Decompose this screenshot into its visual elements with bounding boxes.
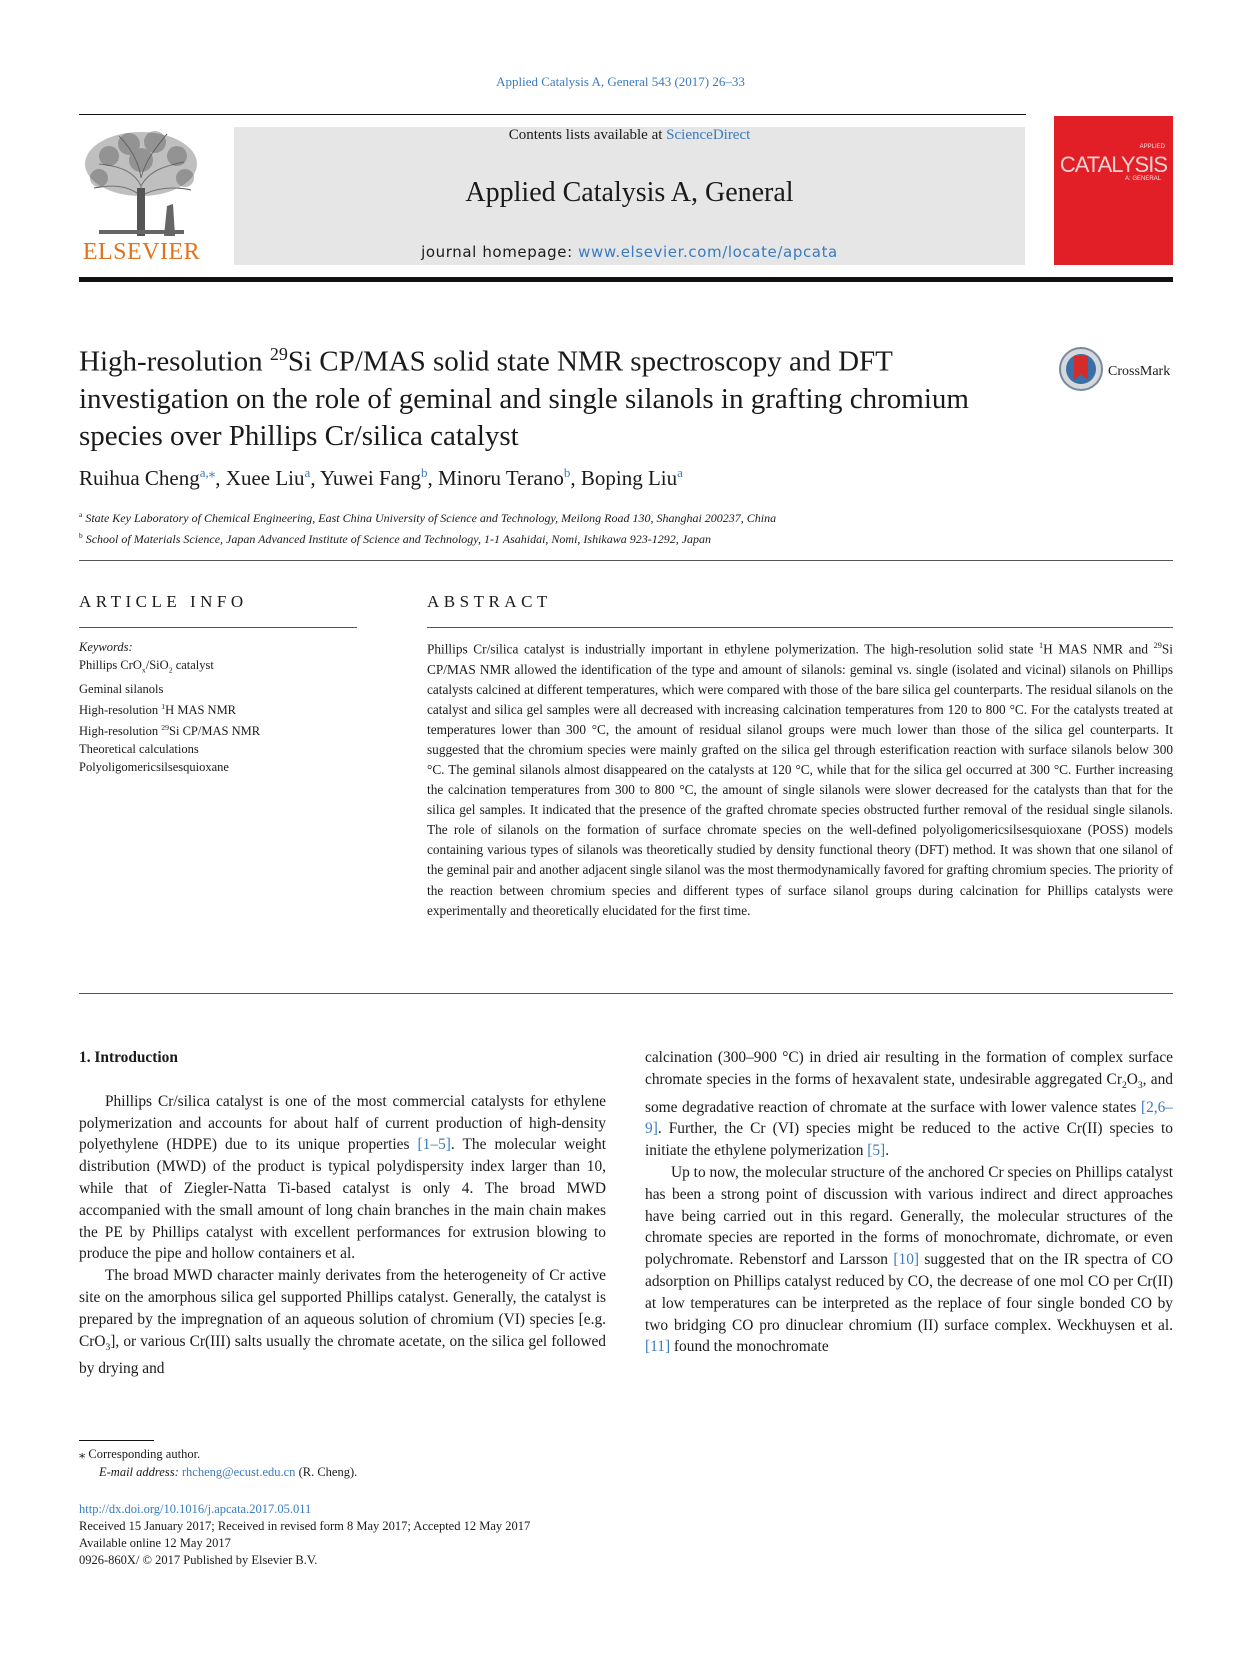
paragraph: Phillips Cr/silica catalyst is one of the most commercial catalysts for ethylene polymerization and accounts for about half of current production of high-density polyethylene (HDPE) due to its unique properties [1–5]. The molecular weight distribution (MWD) of the product is typical polydispersity index larger than 10, while that of Ziegler-Natta Ti-based catalyst is only 4. The broad MWD accompanied with the small amount of long chain branches in the main chain makes the PE by Phillips catalyst with excellent performances for extrusion blowing to produce the pipe and hollow containers et al. — [79, 1092, 606, 1263]
elsevier-wordmark: ELSEVIER — [82, 239, 201, 265]
citation-link[interactable]: [5] — [867, 1142, 886, 1160]
homepage-link[interactable]: www.elsevier.com/locate/apcata — [578, 243, 838, 261]
article-info-heading: ARTICLE INFO — [79, 592, 248, 611]
keyword: High-resolution $^1$H MAS NMR — [79, 701, 237, 717]
citation-link[interactable]: [2,6–9] — [645, 1098, 1173, 1138]
affiliation-a: $^a$ State Key Laboratory of Chemical Engineering, East China University of Science and Technology, Meilong Road 130, Shanghai 200237, China — [79, 510, 777, 525]
affiliation-b: $^b$ School of Materials Science, Japan Advanced Institute of Science and Technology, 1-1 Asahidai, Nomi, Ishikawa 923-1292, Japan — [79, 531, 712, 546]
paragraph: Up to now, the molecular structure of the anchored Cr species on Phillips catalyst has been a strong point of discussion with various indirect and direct approaches have being carried out in this regard. Generally, the molecular structures of the chromate species are reported in the forms of monochromate, dichromate, or even polychromate. Rebenstorf and Larsson [10] suggested that on the IR spectra of CO adsorption on Phillips catalyst reduced by CO, the decrease of one mol CO per Cr(II) at low temperatures can be interpreted as the replace of four single bonded CO by two bridging CO pro dinuclear chromium (II) surface complex. Weckhuysen et al. [11] found the monochromate — [645, 1164, 1174, 1356]
elsevier-logo[interactable] — [79, 126, 204, 266]
author-affiliation-mark[interactable]: a — [304, 465, 311, 480]
paragraph: The broad MWD character mainly derivates from the heterogeneity of Cr active site on the amorphous silica gel supported Phillips catalyst. Generally, the catalyst is prepared by the impregnation of an aqueous solution of chromium (VI) species [e.g. CrO$_3$], or various Cr(III) salts usually the chromate acetate, on the silica gel followed by drying and — [79, 1267, 606, 1378]
email-link[interactable]: rhcheng@ecust.edu.cn — [181, 1465, 296, 1479]
header-rule — [79, 114, 1026, 115]
journal-title: Applied Catalysis A, General — [465, 177, 794, 208]
abstract-heading: ABSTRACT — [427, 592, 552, 611]
publication-info — [79, 1501, 530, 1569]
author-affiliation-mark[interactable]: a — [677, 465, 683, 480]
author-name[interactable]: Xuee Liu — [225, 466, 305, 490]
homepage-prefix: journal homepage: — [421, 243, 579, 261]
section-heading-introduction: 1. Introduction — [79, 1049, 178, 1066]
author-name[interactable]: Minoru Terano — [437, 466, 564, 490]
cover-top-text: APPLIED — [1139, 144, 1165, 150]
header-thick-rule — [79, 277, 1173, 282]
keyword: High-resolution $^{29}$Si CP/MAS NMR — [79, 722, 261, 738]
corresponding-author-note — [79, 1445, 357, 1481]
author-name[interactable]: Yuwei Fang — [320, 466, 421, 490]
email-line: E-mail address: rhcheng@ecust.edu.cn (R. Cheng). — [99, 1465, 358, 1479]
citation-link[interactable]: [1–5] — [417, 1136, 451, 1154]
online-date: Available online 12 May 2017 — [79, 1536, 231, 1550]
corresponding-author: ⁎ Corresponding author. — [79, 1447, 201, 1461]
cover-title-text: CATALYSIS — [1059, 152, 1167, 177]
running-head[interactable]: Applied Catalysis A, General 543 (2017) 26–33 — [496, 74, 745, 89]
keyword: Theoretical calculations — [79, 741, 199, 756]
keyword: Polyoligomericsilsesquioxane — [79, 759, 229, 774]
contents-prefix: Contents lists available at — [508, 127, 667, 143]
homepage-line — [234, 243, 1025, 261]
affiliation-rule — [79, 560, 1173, 561]
crossmark-badge[interactable] — [1058, 346, 1188, 392]
doi-link[interactable]: http://dx.doi.org/10.1016/j.apcata.2017.05.011 — [79, 1502, 312, 1516]
crossmark-icon — [1058, 346, 1104, 392]
footnote-rule — [79, 1440, 154, 1441]
abstract-bottom-rule — [79, 993, 1173, 994]
contents-line — [234, 127, 1025, 144]
citation-link[interactable]: [10] — [893, 1251, 920, 1269]
keywords-label: Keywords: — [79, 640, 133, 654]
article-info-rule — [79, 627, 357, 628]
body-column-right — [645, 1047, 1173, 1358]
article-title: High-resolution $^{29}$Si CP/MAS solid state NMR spectroscopy and DFT investigation on the role of geminal and single silanols in grafting chromium species over Phillips Cr/silica catalyst — [79, 344, 969, 452]
abstract-rule — [427, 627, 1173, 628]
paragraph: calcination (300–900 °C) in dried air resulting in the formation of complex surface chromate species in the forms of hexavalent state, undesirable aggregated $Cr_2O_3$, and some degradative reaction of chromate at the surface with lower valence states [2,6–9]. Further, the Cr (VI) species might be reduced to the active Cr(II) species to initiate the ethylene polymerization [5]. — [645, 1049, 1173, 1160]
abstract-text: Phillips Cr/silica catalyst is industrially important in ethylene polymerization. The high-resolution solid state $^1$H MAS NMR and $^{29}$Si CP/MAS NMR allowed the identification of the type and amount of silanols: geminal vs. single (isolated and vicinal) silanols on Phillips catalysts calcined at different temperatures, which were compared with those of the bare silica gel counterparts. The residual silanols on the catalyst and silica gel samples were all decreased with increasing calcination temperatures from 120 to 800 °C. For the catalysts treated at temperatures lower than 300 °C, the amount of residual silanol groups were much lower than those of the silica gel counterparts. It suggested that the chromium species were mainly grafted on the silica gel through esterification reaction with surface silanols below 300 °C. The geminal silanols almost disappeared on the catalysts at 120 °C, while that for the silica gel occurred at 300 °C. Further increasing the calcination temperatures from 300 to 800 °C, the amount of single silanols were slower decreased for the catalysts than that for the silica gel samples. It indicated that the presence of the grafted chromate species obstructed further removal of the residual single silanols. The role of silanols on the formation of surface chromate species on the well-defined polyoligomericsilsesquioxane (POSS) models containing various types of silanols was theoretically studied by density functional theory (DFT) method. It was shown that one silanol of the geminal pair and another adjacent single silanol was the most thermodynamically favored for grafting chromium species. The priority of the reaction between chromium species and different types of surface silanol groups during calcination for Phillips catalysts were experimentally and theoretically elucidated for the first time. — [427, 641, 1173, 918]
author-list: Ruihua Cheng$^{a,⁎}$, Xuee Liu$^a$, Yuwei Fang$^b$, Minoru Terano$^b$, Boping Liu$^a$ — [79, 465, 683, 490]
citation-link[interactable]: [11] — [645, 1338, 671, 1356]
journal-banner — [234, 127, 1025, 265]
cover-sub-text: A: GENERAL — [1124, 176, 1161, 182]
crossmark-label: CrossMark — [1108, 364, 1171, 379]
copyright: 0926-860X/ © 2017 Published by Elsevier B.V. — [79, 1553, 318, 1567]
keywords — [79, 638, 260, 776]
author-affiliation-mark[interactable]: b — [420, 465, 428, 480]
author-name[interactable]: Boping Liu — [580, 466, 678, 490]
journal-cover[interactable] — [1054, 116, 1173, 265]
sciencedirect-link[interactable]: ScienceDirect — [666, 127, 751, 143]
body-column-left — [79, 1047, 606, 1380]
received-dates: Received 15 January 2017; Received in revised form 8 May 2017; Accepted 12 May 2017 — [79, 1519, 531, 1533]
affiliations — [79, 506, 776, 548]
elsevier-tree-icon — [79, 126, 204, 238]
author-name[interactable]: Ruihua Cheng — [79, 466, 200, 490]
author-affiliation-mark[interactable]: a,⁎ — [199, 465, 216, 480]
keyword: Geminal silanols — [79, 681, 164, 696]
keyword: Phillips CrO$_x$/SiO$_2$ catalyst — [79, 658, 214, 675]
author-affiliation-mark[interactable]: b — [563, 465, 571, 480]
